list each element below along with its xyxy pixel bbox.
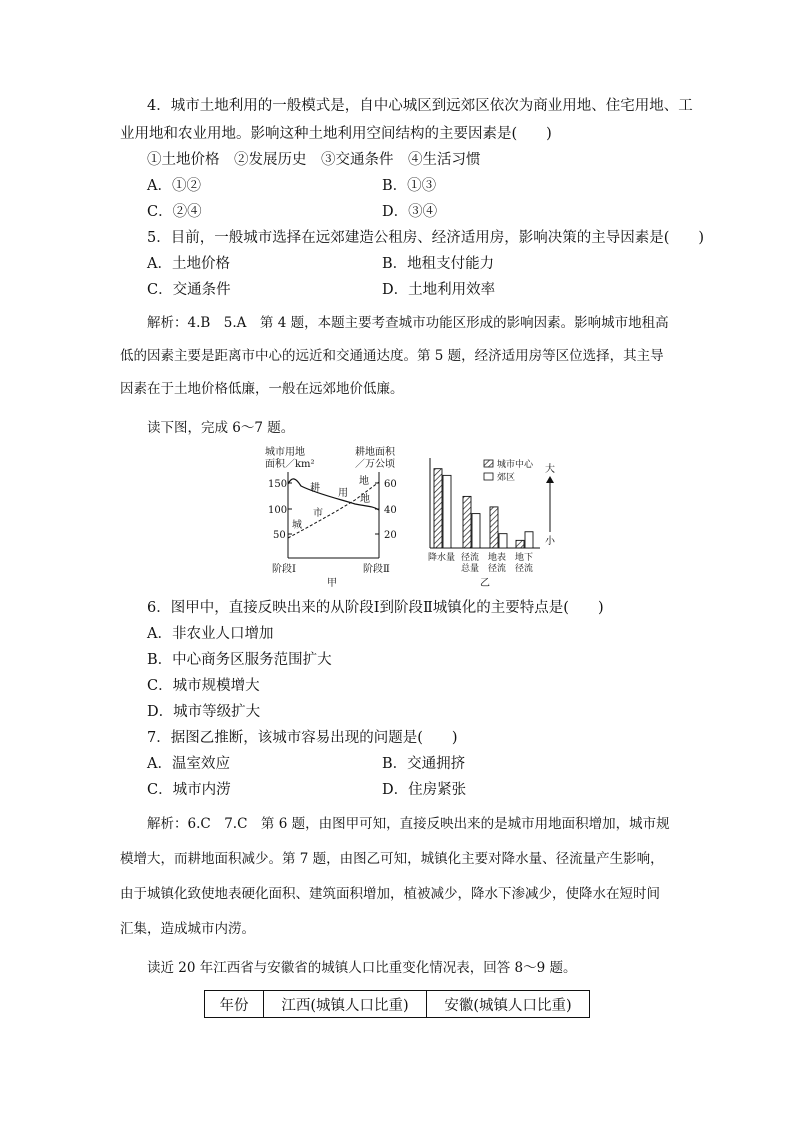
answer-6-7-line3: 由于城镇化致使地表硬化面积、建筑面积增加，植被减少，降水下渗减少，使降水在短时间 — [120, 886, 660, 902]
answer-4-5-line1: 解析：4.B 5.A 第 4 题，本题主要考查城市功能区形成的影响因素。影响城市地租高 — [147, 315, 669, 331]
fig-jia-right-tick-label: 60 — [384, 479, 397, 490]
bar-suburb-3 — [525, 532, 533, 548]
q5-option-a: A．土地价格 — [147, 256, 230, 272]
fig-yi-arrow-bottom: 小 — [545, 536, 555, 547]
q4-option-a: A．①② — [147, 178, 201, 194]
fig-jia-label-shi: 市 — [313, 508, 323, 519]
fig-yi-cat-label: 径流 — [488, 564, 507, 574]
q7-option-d: D．住房紧张 — [382, 782, 467, 798]
fig-yi-cat-label: 降水量 — [428, 553, 456, 563]
fig-jia-left-tick-label: 150 — [268, 479, 288, 490]
bar-center-2 — [490, 507, 498, 548]
fig-jia-label-geng: 耕 — [310, 483, 320, 494]
q5-option-c: C．交通条件 — [147, 282, 231, 298]
q6-stem: 6．图甲中，直接反映出来的从阶段Ⅰ到阶段Ⅱ城镇化的主要特点是( ) — [147, 600, 604, 616]
q5-stem: 5．目前，一般城市选择在远郊建造公租房、经济适用房，影响决策的主导因素是( ) — [147, 230, 705, 246]
answer-6-7-line1: 解析：6.C 7.C 第 6 题，由图甲可知，直接反映出来的是城市用地面积增加，城市规 — [147, 816, 670, 832]
urban-population-table — [204, 990, 590, 1018]
fig-yi-arrow-head — [546, 476, 554, 483]
intro-6-7: 读下图，完成 6～7 题。 — [147, 420, 295, 436]
bar-center-3 — [516, 540, 524, 548]
fig-jia-right-tick-label: 20 — [384, 530, 397, 541]
q6-option-a: A．非农业人口增加 — [147, 626, 274, 642]
bar-center-1 — [463, 496, 471, 548]
table-header-year: 年份 — [205, 991, 264, 1018]
q6-option-b: B．中心商务区服务范围扩大 — [147, 652, 332, 668]
q7-option-b: B．交通拥挤 — [382, 756, 466, 772]
intro-8-9: 读近 20 年江西省与安徽省的城镇人口比重变化情况表，回答 8～9 题。 — [147, 960, 577, 976]
answer-4-5-line3: 因素在于土地价格低廉，一般在远郊地价低廉。 — [120, 381, 404, 397]
fig-jia-left-axis-label-1: 城市用地 — [265, 447, 305, 458]
bar-suburb-0 — [443, 475, 451, 548]
fig-yi-cat-label: 总量 — [461, 564, 480, 574]
fig-jia-label-di2: 地 — [360, 494, 370, 505]
fig-jia-caption: 甲 — [327, 578, 337, 589]
answer-6-7-line2: 模增大，而耕地面积减少。第 7 题，由图乙可知，城镇化主要对降水量、径流量产生影响， — [120, 851, 664, 867]
q4-option-d: D．③④ — [382, 204, 438, 220]
q4-option-b: B．①③ — [382, 178, 437, 194]
fig-jia-label-cheng: 城 — [292, 520, 302, 531]
table-header-row — [205, 991, 590, 1018]
q4-items: ①土地价格 ②发展历史 ③交通条件 ④生活习惯 — [147, 152, 481, 168]
q4-stem-line2: 业用地和农业用地。影响这种土地利用空间结构的主要因素是( ) — [120, 126, 552, 142]
legend-swatch-center — [484, 460, 493, 467]
fig-jia-x-start: 阶段Ⅰ — [272, 564, 296, 575]
answer-6-7-line4: 汇集，造成城市内涝。 — [120, 921, 255, 937]
q5-option-d: D．土地利用效率 — [382, 282, 496, 298]
q7-option-a: A．温室效应 — [147, 756, 230, 772]
q4-stem-line1: 4．城市土地利用的一般模式是，自中心城区到远郊区依次为商业用地、住宅用地、工 — [147, 98, 693, 114]
fig-jia-right-axis-label-1: 耕地面积 — [355, 447, 395, 458]
fig-jia-left-tick-label: 100 — [268, 505, 288, 516]
q6-option-d: D．城市等级扩大 — [147, 704, 261, 720]
answer-4-5-line2: 低的因素主要是距离市中心的远近和交通通达度。第 5 题，经济适用房等区位选择，其主导 — [120, 348, 664, 364]
fig-jia-left-tick-label: 50 — [273, 530, 286, 541]
fig-jia-label-di1: 地 — [359, 476, 369, 487]
table-header-anhui: 安徽(城镇人口比重) — [427, 991, 590, 1018]
legend-label-suburb: 郊区 — [497, 473, 516, 483]
fig-yi-cat-label: 地表 — [488, 553, 507, 563]
q5-option-b: B．地租支付能力 — [382, 256, 495, 272]
fig-jia-left-axis-label-2: 面积／km² — [265, 459, 315, 470]
legend-swatch-suburb — [484, 473, 493, 480]
bar-suburb-1 — [472, 514, 480, 548]
fig-jia-right-axis-label-2: ／万公顷 — [355, 459, 395, 470]
figure-yi — [420, 450, 570, 595]
figure-jia — [255, 440, 415, 590]
fig-yi-bars — [434, 469, 533, 548]
q4-option-c: C．②④ — [147, 204, 202, 220]
fig-jia-label-yong: 用 — [338, 488, 348, 499]
fig-yi-cat-label: 地下 — [515, 553, 534, 563]
fig-yi-cat-label: 径流 — [461, 553, 480, 563]
q6-option-c: C．城市规模增大 — [147, 678, 260, 694]
fig-yi-cat-label: 径流 — [515, 564, 534, 574]
table-header-jiangxi: 江西(城镇人口比重) — [264, 991, 427, 1018]
fig-jia-right-tick-label: 40 — [384, 505, 397, 516]
q7-stem: 7．据图乙推断，该城市容易出现的问题是( ) — [147, 730, 458, 746]
bar-center-0 — [434, 469, 442, 548]
q7-option-c: C．城市内涝 — [147, 782, 231, 798]
fig-yi-caption: 乙 — [480, 578, 490, 589]
fig-yi-arrow-top: 大 — [545, 464, 555, 475]
legend-label-center: 城市中心 — [497, 460, 534, 470]
bar-suburb-2 — [499, 534, 507, 548]
fig-jia-x-end: 阶段Ⅱ — [363, 564, 390, 575]
